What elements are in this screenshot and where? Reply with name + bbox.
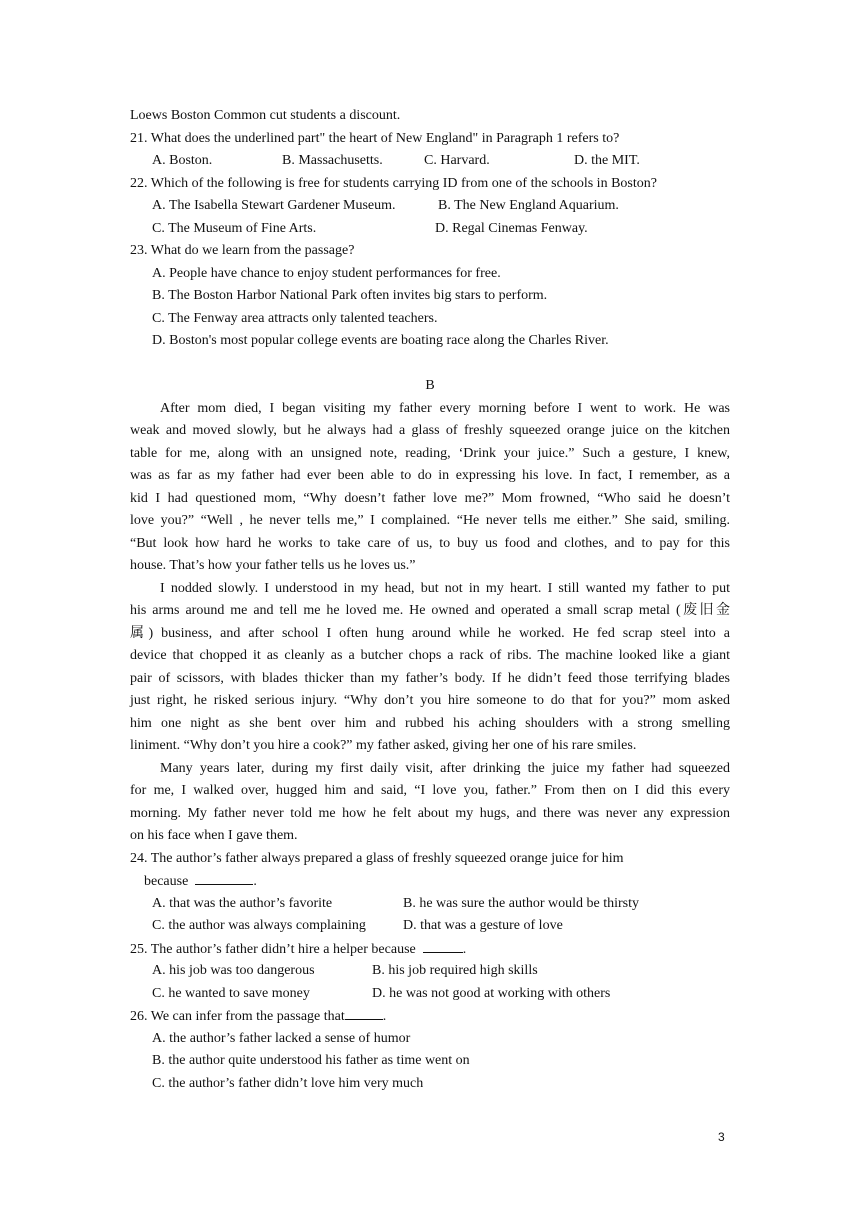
option-22a[interactable]: A. The Isabella Stewart Gardener Museum. <box>152 198 396 213</box>
question-26-stem-line: 26. We can infer from the passage that . <box>130 1005 730 1028</box>
option-24a[interactable]: A. that was the author’s favorite <box>152 895 333 911</box>
question-22-options-row2 <box>130 218 730 241</box>
question-25-stem: 25. The author’s father didn’t hire a helper because <box>130 941 416 957</box>
option-22d[interactable]: D. Regal Cinemas Fenway. <box>435 220 588 236</box>
option-21a[interactable]: A. Boston. <box>152 153 213 168</box>
question-25-options-row1 <box>130 960 730 983</box>
passage-line: on his face when I gave them. <box>130 828 298 843</box>
blank-line <box>130 353 730 376</box>
option-24c[interactable]: C. the author was always complaining <box>152 918 366 933</box>
option-23a[interactable]: A. People have chance to enjoy student performances for free. <box>152 265 501 281</box>
option-21d[interactable]: D. the MIT. <box>574 153 640 168</box>
passage-line: kid I had questioned mom, “Why doesn’t father love me?” Mom frowned, “Who said he doesn’t <box>130 490 730 506</box>
passage-line: love you?” “Well , he never tells me,” I complained. “He never tells me either.” She said, smiling. <box>130 513 730 528</box>
passage-line: for me, I walked over, hugged him and said, “I love you, father.” From then on I did this every <box>130 783 730 798</box>
page-number: 3 <box>718 1130 725 1144</box>
passage-line: pair of scissors, with blades thicker than my father’s body. If he didn’t feed those terrifying blades <box>130 670 730 686</box>
question-25-stem-line: 25. The author’s father didn’t hire a helper because . <box>130 938 730 961</box>
passage-line: I nodded slowly. I understood in my head, but not in my heart. I still wanted my father to put <box>160 580 730 596</box>
passage-line: 属) business, and after school I often hung around while he worked. He fed scrap steel into a <box>130 625 730 641</box>
section-heading-b: B <box>425 378 435 393</box>
option-22b[interactable]: B. The New England Aquarium. <box>438 198 619 213</box>
question-21-stem: 21. What does the underlined part" the heart of New England" in Paragraph 1 refers to? <box>130 130 620 146</box>
passage-line: After mom died, I began visiting my father every morning before I went to work. He was <box>160 400 730 416</box>
document-page <box>130 105 730 1095</box>
option-24b[interactable]: B. he was sure the author would be thirsty <box>403 895 640 911</box>
passage-line: Many years later, during my first daily visit, after drinking the juice my father had squeezed <box>160 760 730 776</box>
option-23d[interactable]: D. Boston's most popular college events are boating race along the Charles River. <box>152 333 609 348</box>
passage-line: table for me, along with an unsigned note, reading, ‘Drink your juice.” Such a gesture, I knew, <box>130 445 730 461</box>
passage-line: liniment. “Why don’t you hire a cook?” my father asked, giving her one of his rare smiles. <box>130 738 637 753</box>
option-25d[interactable]: D. he was not good at working with others <box>372 985 611 1001</box>
passage-line: weak and moved slowly, but he always had a glass of freshly squeezed orange juice on the kitchen <box>130 423 730 438</box>
question-24-stem: 24. The author’s father always prepared a glass of freshly squeezed orange juice for him <box>130 850 624 866</box>
question-23-stem: 23. What do we learn from the passage? <box>130 243 355 258</box>
answer-blank-25[interactable] <box>423 938 463 953</box>
passage-b <box>130 398 730 848</box>
option-23c[interactable]: C. The Fenway area attracts only talented teachers. <box>152 310 438 326</box>
question-26-stem: 26. We can infer from the passage that <box>130 1009 345 1024</box>
option-23b[interactable]: B. The Boston Harbor National Park often invites big stars to perform. <box>152 288 548 303</box>
question-22-stem: 22. Which of the following is free for students carrying ID from one of the schools in Boston? <box>130 175 657 191</box>
question-22-options-row1 <box>130 195 730 218</box>
passage-line: his arms around me and tell me he loved me. He owned and operated a small scrap metal (废旧金 <box>130 603 730 618</box>
passage-line: morning. My father never told me how he felt about my hugs, and there was never any expression <box>130 805 730 821</box>
option-25b[interactable]: B. his job required high skills <box>372 963 538 978</box>
question-21-options <box>130 150 730 173</box>
option-26b[interactable]: B. the author quite understood his father as time went on <box>152 1053 470 1068</box>
answer-blank-24[interactable] <box>195 870 253 885</box>
passage-line: him one night as she bent over him and rubbed his aching shoulders with a strong smelling <box>130 715 730 731</box>
question-24-options-row2 <box>130 915 730 938</box>
question-24-stem-continued: because . <box>130 870 730 893</box>
option-21b[interactable]: B. Massachusetts. <box>282 153 383 168</box>
option-26a[interactable]: A. the author’s father lacked a sense of humor <box>152 1030 411 1046</box>
option-26c[interactable]: C. the author’s father didn’t love him very much <box>152 1075 424 1091</box>
option-25c[interactable]: C. he wanted to save money <box>152 985 310 1001</box>
option-21c[interactable]: C. Harvard. <box>424 153 490 168</box>
passage-tail: Loews Boston Common cut students a discount. <box>130 108 401 123</box>
passage-line: was as far as my father had ever been able to do in expressing his love. In fact, I remember, as a <box>130 468 730 483</box>
option-22c[interactable]: C. The Museum of Fine Arts. <box>152 220 317 236</box>
passage-line: house. That’s how your father tells us he loves us.” <box>130 558 416 573</box>
option-25a[interactable]: A. his job was too dangerous <box>152 963 315 978</box>
passage-line: “But look how hard he works to take care of us, to buy us food and clothes, and to pay for this <box>130 535 730 551</box>
passage-line: just right, he risked serious injury. “Why don’t you hire someone to do that for you?” mom asked <box>130 693 730 708</box>
question-25-options-row2 <box>130 983 730 1006</box>
answer-blank-26[interactable] <box>345 1005 383 1020</box>
option-24d[interactable]: D. that was a gesture of love <box>403 918 563 933</box>
passage-line: device that chopped it as cleanly as a butcher chops a rack of ribs. The machine looked like a giant <box>130 648 730 663</box>
question-24-stem-word: because <box>144 874 189 889</box>
question-24-options-row1 <box>130 893 730 916</box>
